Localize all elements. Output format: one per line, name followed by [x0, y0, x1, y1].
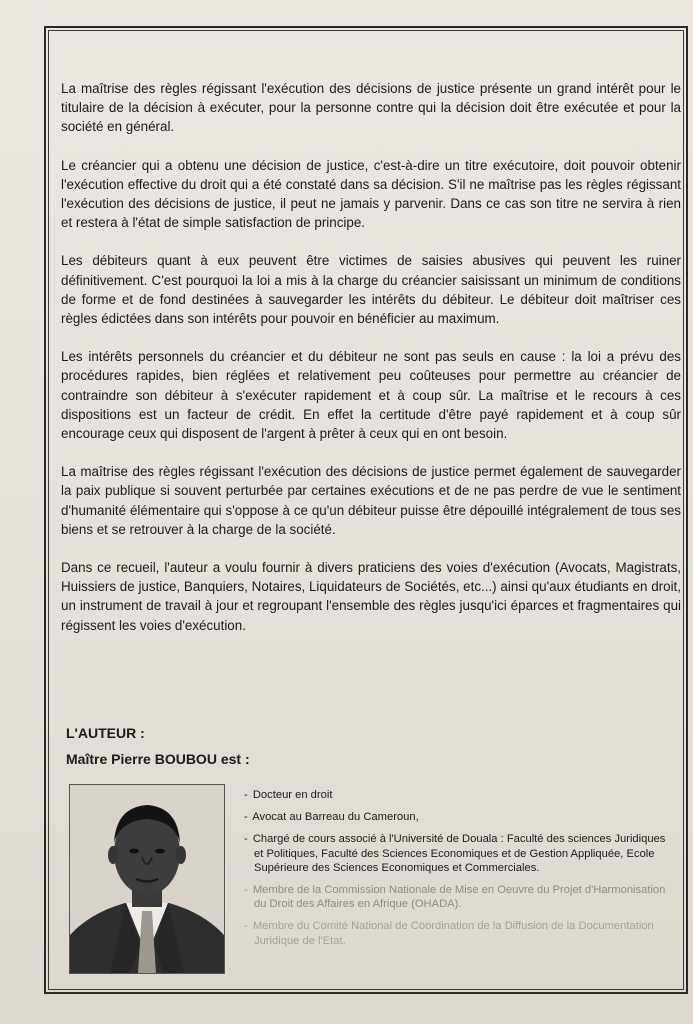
author-portrait-image [70, 785, 224, 973]
credential-item: - Membre du Comité National de Coordination de la Diffusion de la Documentation Juridique de l'Etat. [244, 920, 654, 947]
credential-item: - Chargé de cours associé à l'Université de Douala : Faculté des sciences Juridiques et Politiques, Faculté des Sciences Economiques et de Gestion Appliquée, Ecole Supérieure des Sciences Economiques et Commerciales. [244, 833, 666, 874]
paragraph-4: Les intérêts personnels du créancier et du débiteur ne sont pas seuls en cause : la loi a prévu des procédures rapides, bien réglées et relativement peu coûteuses pour permettre au créancier de contraindre son débiteur à s'exécuter rapidement et à coup sûr. La maîtrise et le recours à ces dispositions est un facteur de crédit. En effet la certitude d'être payé rapidement et à coup sûr encourage ceux qui disposent de l'argent à prêter à ceux qui en ont besoin. [61, 349, 681, 442]
author-intro: Maître Pierre BOUBOU est : [66, 751, 250, 767]
paragraph-2: Le créancier qui a obtenu une décision de justice, c'est-à-dire un titre exécutoire, doit pouvoir obtenir l'exécution effective du droit qui a été constaté dans sa décision. S'il ne maîtrise pas les règles régissant l'exécution des décisions de justice, il peut ne jamais y parvenir. Dans ce cas son titre ne servira à rien et restera à l'état de simple satisfaction de principe. [61, 157, 681, 231]
author-portrait [69, 784, 225, 974]
paragraph-6: Dans ce recueil, l'auteur a voulu fournir à divers praticiens des voies d'exécution (Avocats, Magistrats, Huissiers de justice, Banquiers, Notaires, Liquidateurs de Sociétés, etc...) ainsi qu'aux étudiants en droit, un instrument de travail à jour et regroupant l'ensemble des règles jusqu'ici éparces et fragmentaires qui régissent les voies d'exécution. [61, 560, 681, 633]
back-cover-text [61, 79, 681, 654]
author-credentials-list [244, 788, 674, 956]
paragraph-1: La maîtrise des règles régissant l'exécution des décisions de justice présente un grand intérêt pour le titulaire de la décision à exécuter, pour la personne contre qui la décision doit être exécutée et pour la société en général. [61, 81, 681, 135]
credential-item: - Docteur en droit [244, 789, 333, 801]
credential-item: - Membre de la Commission Nationale de Mise en Oeuvre du Projet d'Harmonisation du Droit des Affaires en Afrique (OHADA). [244, 884, 666, 911]
paragraph-3: Les débiteurs quant à eux peuvent être victimes de saisies abusives qui peuvent les ruiner définitivement. C'est pourquoi la loi a mis à la charge du créancier saisissant un minimum de conditions de forme et de fond destinées à sauvegarder les intérêts du débiteur. Le débiteur doit maîtriser ces règles édictées dans son intérêts pour pouvoir en bénéficier au maximum. [61, 253, 681, 327]
paragraph-5: La maîtrise des règles régissant l'exécution des décisions de justice permet également de sauvegarder la paix publique si souvent perturbée par certaines exécutions et de ne pas perdre de vue le sentiment d'humanité élémentaire qui s'oppose à ce qu'un débiteur puisse être dépouillé intégralement de tous ses biens et se retrouver à la charge de la société. [61, 464, 681, 537]
author-heading: L'AUTEUR : [66, 725, 145, 741]
credential-item: - Avocat au Barreau du Cameroun, [244, 811, 419, 824]
